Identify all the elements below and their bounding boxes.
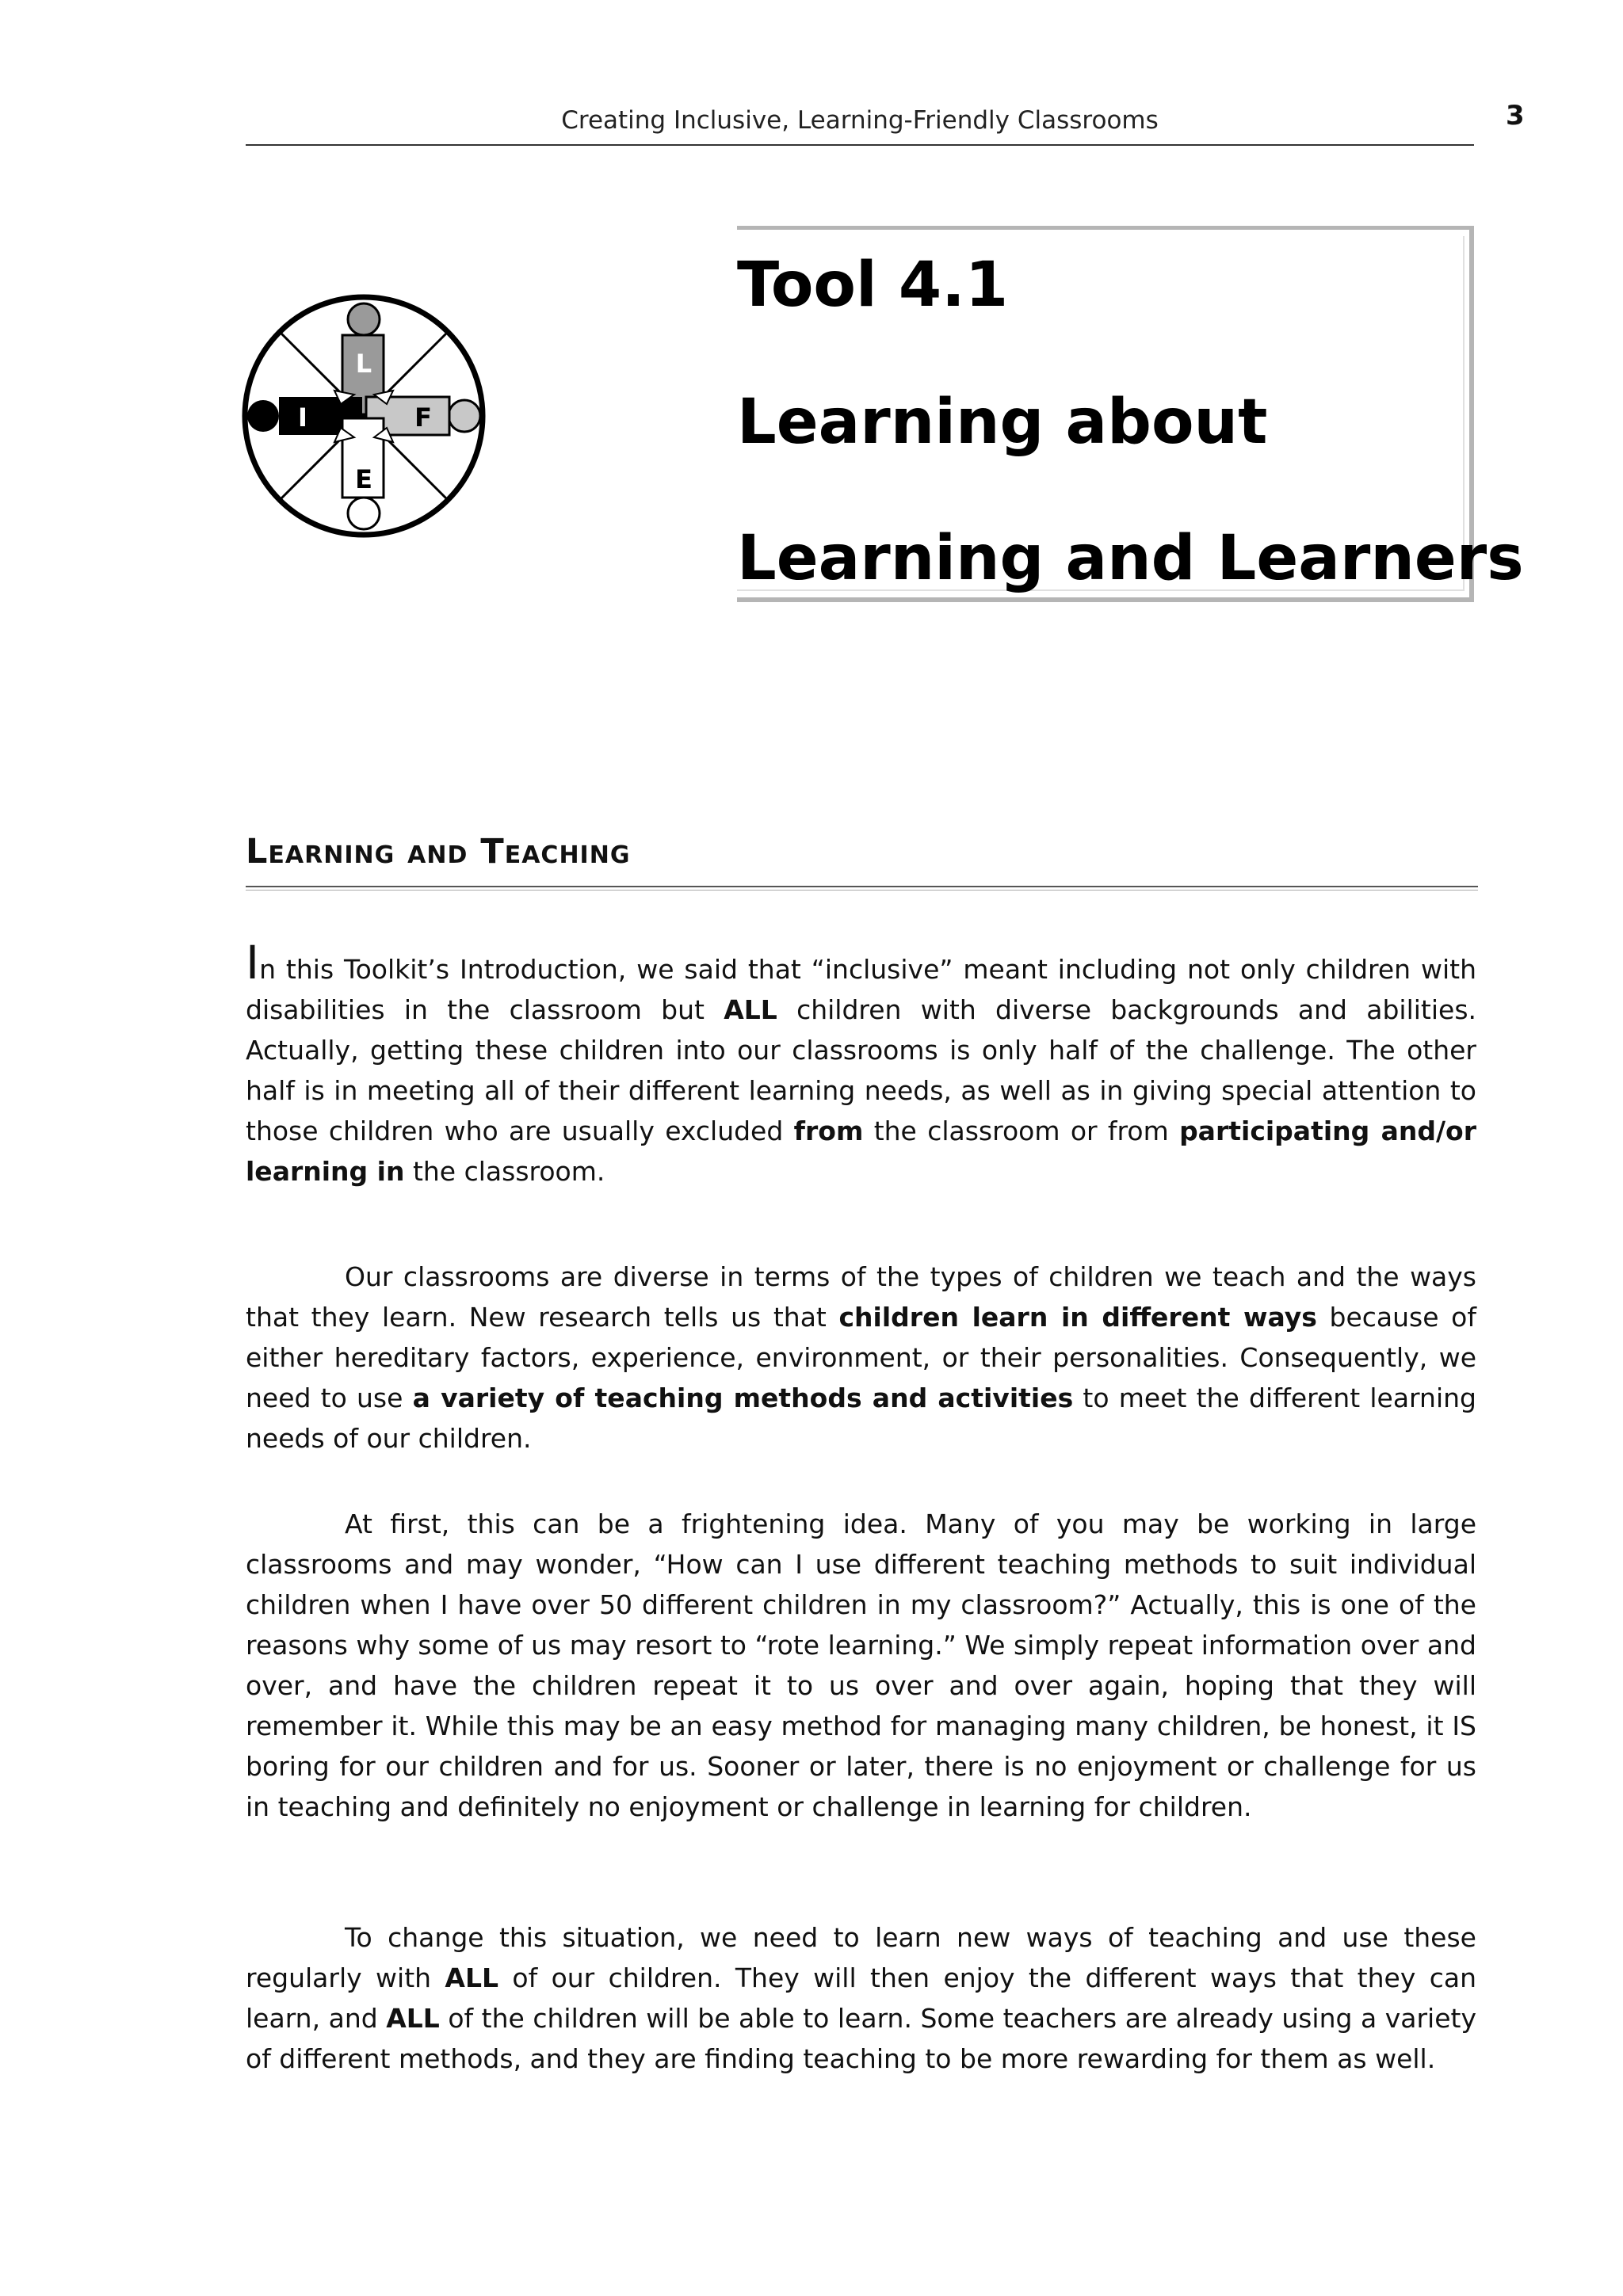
- page-number: 3: [1506, 100, 1525, 132]
- ilfe-puzzle-emblem-icon: [239, 292, 489, 541]
- section-rule: [246, 886, 1478, 891]
- paragraph-3: At first, this can be a frightening idea. Many of you may be working in large classrooms and may wonder, “How can I use different teaching methods to suit individual children when I have over 50 different children in my classroom?” Actually, this is one of the reasons why some of us may resort to “rote learning.” We simply repeat information over and over, and have the children repeat it to us over and over again, hoping that they will remember it. While this may be an easy method for managing many children, be honest, it IS boring for our children and for us. Sooner or later, there is no enjoyment or challenge for us in teaching and definitely no enjoyment or challenge in learning for children.: [246, 1508, 1476, 1822]
- logo-letter-right: F: [414, 402, 432, 433]
- tool-number-title: Tool 4.1: [737, 250, 1009, 321]
- logo-letter-left: I: [298, 402, 307, 433]
- paragraph-2: Our classrooms are diverse in terms of the types of children we teach and the ways that they learn. New research tells us that children learn in different ways because of either hereditary factors, experience, environment, or their personalities. Consequently, we need to use a variety of teaching methods and activities to meet the different learning needs of our children.: [246, 1261, 1476, 1454]
- running-header: Creating Inclusive, Learning-Friendly Classrooms: [561, 106, 1159, 135]
- title-line-3: Learning and Learners: [737, 523, 1524, 594]
- logo-letter-top: L: [355, 349, 372, 379]
- paragraph-1: In this Toolkit’s Introduction, we said that “inclusive” meant including not only children with disabilities in the classroom but ALL children with diverse backgrounds and abilities. Actually, getting these children into our classrooms is only half of the challenge. The other half is in meeting all of their different learning needs, as well as in giving special attention to those children who are usually excluded from the classroom or from participating and/or learning in the classroom.: [246, 936, 1476, 1187]
- section-heading: Learning and Teaching: [246, 832, 631, 871]
- title-box: [737, 226, 1524, 602]
- header-rule: [246, 144, 1474, 146]
- drop-initial: I: [246, 936, 260, 990]
- title-line-2: Learning about: [737, 387, 1268, 458]
- paragraph-4: To change this situation, we need to learn new ways of teaching and use these regularly with ALL of our children. They will then enjoy the different ways that they can learn, and ALL of the children will be able to learn. Some teachers are already using a variety of different methods, and they are finding teaching to be more rewarding for them as well.: [246, 1922, 1477, 2074]
- logo-letter-bottom: E: [355, 464, 372, 494]
